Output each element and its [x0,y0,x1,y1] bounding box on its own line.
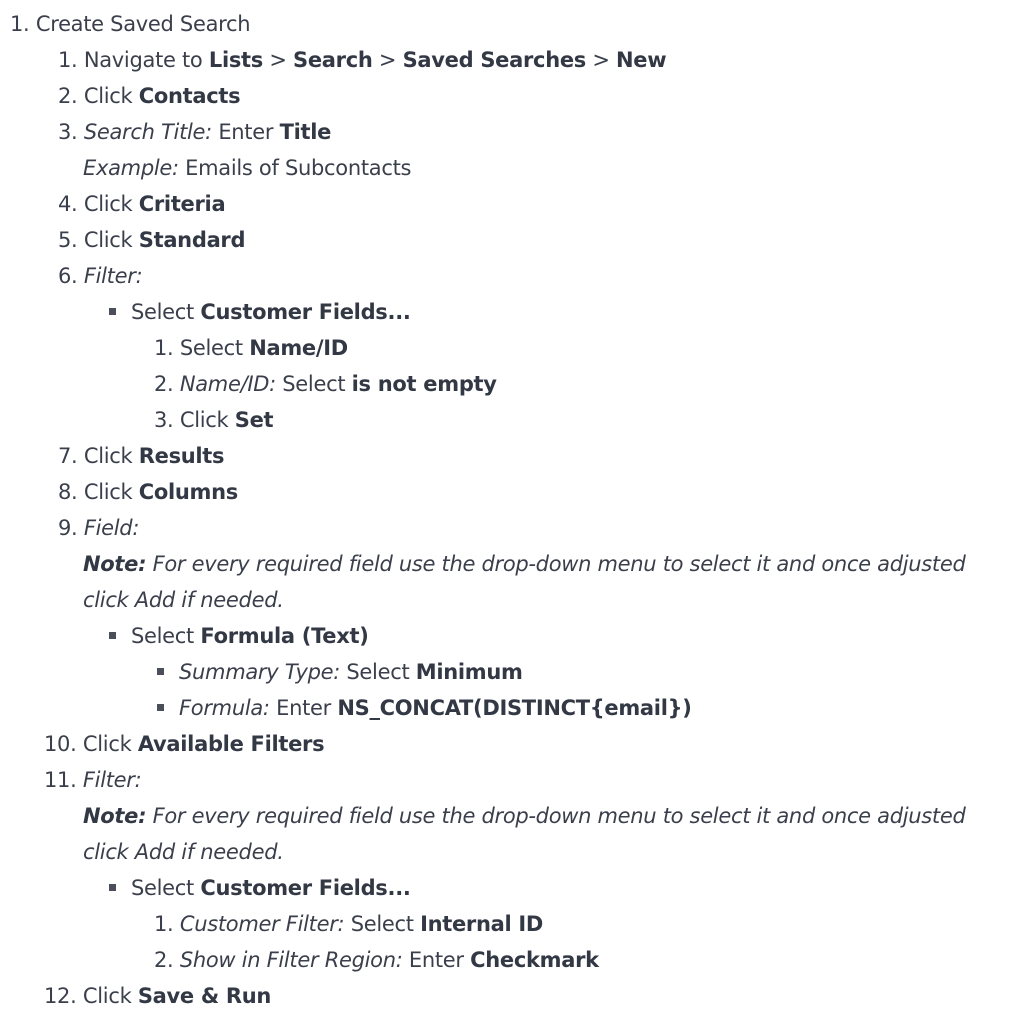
note-label: Note: [83,804,147,828]
step-number: 12. [44,984,77,1008]
square-bullet-icon [157,704,164,711]
step-target: Results [138,444,225,468]
square-bullet-icon [157,668,164,675]
step-target: Columns [138,480,238,504]
nav-new: New [616,48,667,72]
step-number: 10. [44,732,77,756]
substep-click-columns [58,474,238,510]
step-text: Click [83,84,139,108]
substep-search-title [58,114,331,150]
note-line-1 [83,798,966,834]
bullet-select-customer-fields-2 [131,870,411,906]
step-target: Criteria [138,192,226,216]
example-text [83,150,411,186]
substep-click-criteria [58,186,225,222]
step-target: Contacts [138,84,241,108]
separator: > [372,48,403,72]
substep-save-and-run [44,978,271,1014]
step-text: Navigate to [83,48,209,72]
step-text: Click [83,444,139,468]
subsubstep-select-name-id [154,330,348,366]
step-target: Customer Fields... [200,300,411,324]
step-number: 3. [154,408,174,432]
step-number: 11. [44,768,77,792]
step-target: Name/ID [249,336,348,360]
nav-saved-searches: Saved Searches [402,48,586,72]
note-line-2 [83,582,284,618]
substep-click-contacts [58,78,240,114]
step-text: Click [83,192,139,216]
step-target: Internal ID [420,912,544,936]
note-line-1 [83,546,966,582]
substep-click-results [58,438,224,474]
note-text: For every required field use the drop-down menu to select it and once adjusted [146,804,966,828]
substep-click-standard [58,222,245,258]
step-number: 8. [58,480,78,504]
bullet-select-customer-fields [131,294,411,330]
step-number: 4. [58,192,78,216]
step-number: 2. [58,84,78,108]
field-label: Show in Filter Region: [179,948,403,972]
separator: > [262,48,294,72]
step-number: 6. [58,264,78,288]
step-text: Click [83,480,139,504]
substep-filter [58,258,142,294]
step-target: Save & Run [137,984,272,1008]
field-label: Formula: [179,696,270,720]
step-target: Minimum [415,660,523,684]
step-text: Select [131,876,201,900]
step-text: Click [179,408,235,432]
step-number: 1. [58,48,78,72]
step-create-saved-search [10,6,250,42]
subsubstep-click-set [154,402,273,438]
example-value: Emails of Subcontacts [178,156,412,180]
step-number: 5. [58,228,78,252]
step-text: Select [179,336,250,360]
note-label: Note: [83,552,147,576]
step-text: Enter [211,120,280,144]
step-text: Click [82,732,138,756]
substep-field [58,510,139,546]
field-label: Filter: [82,768,142,792]
step-number: 1. [10,12,30,36]
field-label: Field: [83,516,140,540]
step-text: Select [131,300,201,324]
field-label: Summary Type: [179,660,341,684]
step-number: 1. [154,336,174,360]
step-text: Enter [402,948,471,972]
note-text: click Add if needed. [83,840,284,864]
step-text: Create Saved Search [35,12,251,36]
square-bullet-icon [109,632,116,639]
subsubstep-show-in-filter-region [154,942,599,978]
step-number: 1. [154,912,174,936]
step-target: is not empty [351,372,497,396]
step-text: Click [82,984,138,1008]
step-number: 7. [58,444,78,468]
step-target: Title [279,120,332,144]
substep-navigate [58,42,666,78]
field-label: Customer Filter: [179,912,345,936]
step-target: Standard [138,228,246,252]
formula-value: NS_CONCAT(DISTINCT{email}) [337,696,692,720]
step-number: 2. [154,372,174,396]
step-target: Formula (Text) [200,624,369,648]
square-bullet-icon [109,884,116,891]
step-text: Select [131,624,201,648]
step-number: 3. [58,120,78,144]
field-label: Search Title: [83,120,212,144]
step-number: 9. [58,516,78,540]
step-text: Enter [269,696,338,720]
nav-search: Search [293,48,373,72]
note-line-2 [83,834,284,870]
bullet-select-formula-text [131,618,369,654]
step-text: Select [344,912,421,936]
note-text: click Add if needed. [83,588,284,612]
step-text: Select [275,372,352,396]
separator: > [585,48,617,72]
field-label: Filter: [83,264,143,288]
subsubstep-name-id-not-empty [154,366,497,402]
step-text: Select [340,660,416,684]
substep-click-available-filters [44,726,324,762]
nav-lists: Lists [208,48,263,72]
step-text: Click [83,228,139,252]
step-target: Set [234,408,274,432]
step-target: Customer Fields... [200,876,411,900]
step-number: 2. [154,948,174,972]
square-bullet-icon [109,308,116,315]
bullet-formula [179,690,692,726]
bullet-summary-type [179,654,523,690]
note-text: For every required field use the drop-down menu to select it and once adjusted [146,552,966,576]
subsubstep-customer-filter [154,906,543,942]
step-target: Checkmark [470,948,599,972]
step-target: Available Filters [137,732,325,756]
substep-filter-2 [44,762,141,798]
field-label: Name/ID: [179,372,276,396]
example-label: Example: [83,156,179,180]
